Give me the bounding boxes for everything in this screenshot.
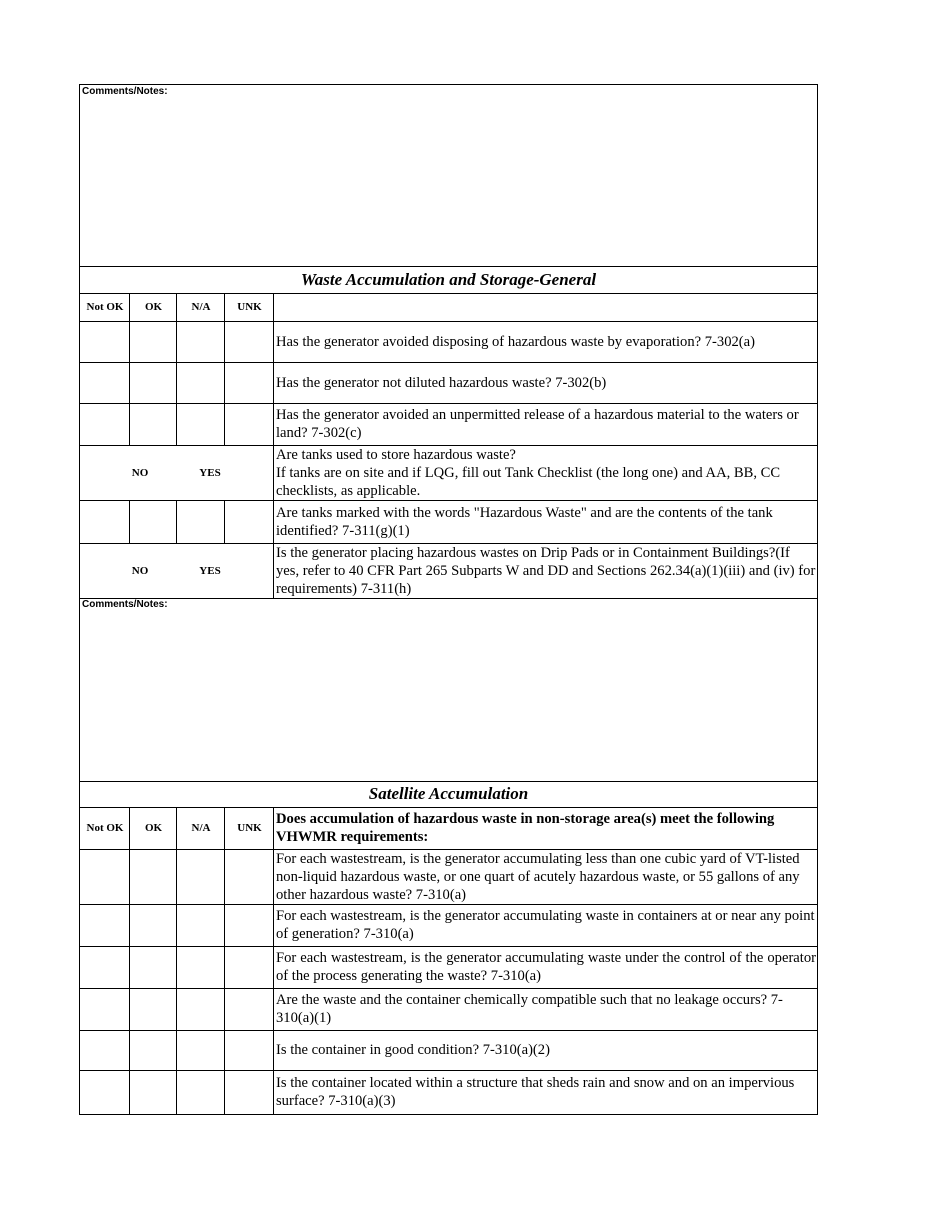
checkbox-ok[interactable] xyxy=(130,849,176,904)
section1-header-row xyxy=(79,293,818,322)
checkbox-na[interactable] xyxy=(177,849,224,904)
checkbox-not-ok[interactable] xyxy=(80,362,129,403)
yes-option[interactable]: YES xyxy=(199,564,221,577)
question-text-content: Is the container in good condition? 7-310(a)(2) xyxy=(276,1042,550,1058)
col-header-na: N/A xyxy=(191,301,211,313)
table-row xyxy=(79,849,818,905)
table-row xyxy=(79,445,818,501)
checkbox-ok[interactable] xyxy=(130,946,176,988)
table-row xyxy=(79,362,818,404)
checkbox-ok[interactable] xyxy=(130,362,176,403)
col-header-na: N/A xyxy=(191,822,211,834)
table-row xyxy=(79,946,818,989)
checkbox-ok[interactable] xyxy=(130,403,176,445)
checkbox-ok[interactable] xyxy=(130,904,176,946)
question-text xyxy=(274,1070,818,1114)
question-text xyxy=(274,362,818,403)
table-row xyxy=(79,321,818,363)
checkbox-ok[interactable] xyxy=(130,500,176,543)
table-row xyxy=(79,543,818,599)
checkbox-na[interactable] xyxy=(177,362,224,403)
checkbox-unk[interactable] xyxy=(225,904,273,946)
checkbox-not-ok[interactable] xyxy=(80,403,129,445)
question-text xyxy=(274,321,818,362)
col-header-not-ok: Not OK xyxy=(86,301,124,313)
table-row xyxy=(79,1070,818,1115)
col-header-ok: OK xyxy=(144,301,163,313)
checkbox-na[interactable] xyxy=(177,1070,224,1114)
question-text-content: Are tanks marked with the words "Hazardous Waste" and are the contents of the tank identified? 7-311(g)(1) xyxy=(276,504,773,539)
col-header-not-ok: Not OK xyxy=(86,822,124,834)
table-row xyxy=(79,403,818,446)
question-text xyxy=(274,403,818,445)
question-text-content: For each wastestream, is the generator accumulating less than one cubic yard of VT-listed non-liquid hazardous waste, or one quart of acutely hazardous waste, or 55 gallons of any other hazardous waste? 7-310(a) xyxy=(276,850,800,903)
question-text xyxy=(274,849,818,904)
question-text xyxy=(274,543,818,598)
checkbox-na[interactable] xyxy=(177,1030,224,1070)
checkbox-not-ok[interactable] xyxy=(80,1030,129,1070)
no-option[interactable]: NO xyxy=(131,466,149,479)
checkbox-not-ok[interactable] xyxy=(80,946,129,988)
checkbox-not-ok[interactable] xyxy=(80,1070,129,1114)
checkbox-ok[interactable] xyxy=(130,1030,176,1070)
question-text xyxy=(274,500,818,543)
question-text-content: Is the container located within a structure that sheds rain and snow and on an impervious surface? 7-310(a)(3) xyxy=(276,1075,795,1109)
section2-header-row xyxy=(79,807,818,850)
checkbox-na[interactable] xyxy=(177,321,224,362)
checkbox-unk[interactable] xyxy=(225,500,273,543)
checkbox-not-ok[interactable] xyxy=(80,849,129,904)
comments-notes-box-2[interactable] xyxy=(79,598,818,782)
checkbox-ok[interactable] xyxy=(130,321,176,362)
question-text xyxy=(274,904,818,946)
checkbox-na[interactable] xyxy=(177,904,224,946)
header-question xyxy=(274,807,818,849)
checkbox-na[interactable] xyxy=(177,403,224,445)
no-option[interactable]: NO xyxy=(131,564,149,577)
col-header-ok: OK xyxy=(144,822,163,834)
question-text-content: Has the generator avoided disposing of hazardous waste by evaporation? 7-302(a) xyxy=(276,333,755,350)
col-header-unk: UNK xyxy=(237,822,262,834)
checkbox-unk[interactable] xyxy=(225,403,273,445)
question-text-line: Are tanks used to store hazardous waste? xyxy=(276,446,516,463)
checkbox-ok[interactable] xyxy=(130,988,176,1030)
yes-option[interactable]: YES xyxy=(199,466,221,479)
question-text xyxy=(274,1030,818,1070)
checkbox-ok[interactable] xyxy=(130,1070,176,1114)
header-question-text: Does accumulation of hazardous waste in non-storage area(s) meet the following VHWMR requirements: xyxy=(276,811,775,845)
question-text xyxy=(274,445,818,500)
table-row xyxy=(79,904,818,947)
question-text-content: Are the waste and the container chemically compatible such that no leakage occurs? 7-310(a)(1) xyxy=(276,992,783,1026)
comments-notes-box-1[interactable] xyxy=(79,84,818,267)
checkbox-not-ok[interactable] xyxy=(80,500,129,543)
table-row xyxy=(79,988,818,1031)
section-title-satellite-accumulation: Satellite Accumulation xyxy=(79,781,818,808)
question-text-content: For each wastestream, is the generator accumulating waste under the control of the operator of the process generating the waste? 7-310(a) xyxy=(276,950,816,984)
checkbox-unk[interactable] xyxy=(225,362,273,403)
col-header-unk: UNK xyxy=(237,301,262,313)
checkbox-unk[interactable] xyxy=(225,946,273,988)
question-text-content: Is the generator placing hazardous wastes on Drip Pads or in Containment Buildings?(If yes, refer to 40 CFR Part 265 Subparts W and DD and Sections 262.34(a)(1)(iii) and (iv) for requirements) 7-311(h) xyxy=(276,544,816,597)
checkbox-unk[interactable] xyxy=(225,849,273,904)
checkbox-unk[interactable] xyxy=(225,1030,273,1070)
question-text-content: Has the generator avoided an unpermitted release of a hazardous material to the waters or land? 7-302(c) xyxy=(276,407,799,441)
comments-notes-label: Comments/Notes: xyxy=(82,86,168,97)
section-title-waste-accumulation: Waste Accumulation and Storage-General xyxy=(79,266,818,294)
checkbox-unk[interactable] xyxy=(225,988,273,1030)
comments-notes-label: Comments/Notes: xyxy=(82,599,168,610)
checkbox-not-ok[interactable] xyxy=(80,988,129,1030)
table-row xyxy=(79,500,818,544)
checkbox-unk[interactable] xyxy=(225,1070,273,1114)
question-text xyxy=(274,946,818,988)
question-text-line: If tanks are on site and if LQG, fill out Tank Checklist (the long one) and AA, BB, CC checklists, as applicable. xyxy=(276,464,781,499)
checkbox-not-ok[interactable] xyxy=(80,321,129,362)
checkbox-na[interactable] xyxy=(177,946,224,988)
table-row xyxy=(79,1030,818,1071)
question-text-content: Has the generator not diluted hazardous waste? 7-302(b) xyxy=(276,374,607,391)
checkbox-na[interactable] xyxy=(177,500,224,543)
question-text xyxy=(274,988,818,1030)
checkbox-na[interactable] xyxy=(177,988,224,1030)
question-text-content: For each wastestream, is the generator accumulating waste in containers at or near any point of generation? 7-310(a) xyxy=(276,908,815,942)
checkbox-unk[interactable] xyxy=(225,321,273,362)
checkbox-not-ok[interactable] xyxy=(80,904,129,946)
